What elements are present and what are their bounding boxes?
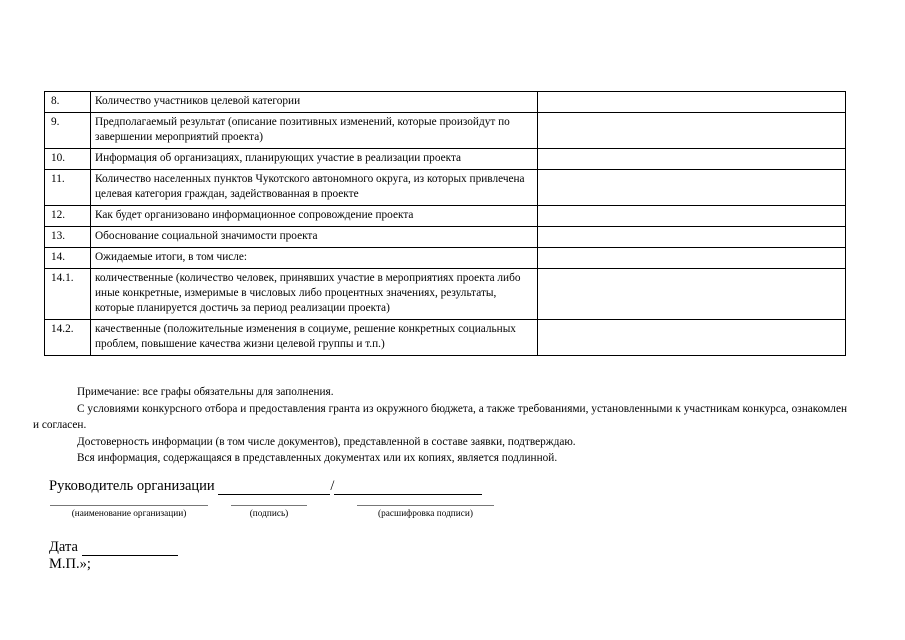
row-description: Предполагаемый результат (описание позитивных изменений, которые произойдут по завершении мероприятий проекта) bbox=[91, 113, 538, 149]
application-form-table bbox=[44, 91, 846, 356]
row-value-cell[interactable] bbox=[538, 92, 846, 113]
caption-signature: (подпись) bbox=[231, 505, 307, 525]
date-field[interactable] bbox=[82, 540, 178, 556]
date-block bbox=[49, 539, 178, 573]
row-value-cell[interactable] bbox=[538, 248, 846, 269]
caption-organization: (наименование организации) bbox=[50, 505, 208, 525]
row-value-cell[interactable] bbox=[538, 269, 846, 320]
row-description: Ожидаемые итоги, в том числе: bbox=[91, 248, 538, 269]
note-authenticity: Вся информация, содержащаяся в представленных документах или их копиях, является подлинной. bbox=[77, 452, 558, 464]
signature-line bbox=[49, 478, 482, 495]
table-row bbox=[45, 248, 846, 269]
signature-separator: / bbox=[330, 478, 335, 494]
signature-decode-field[interactable] bbox=[334, 478, 482, 495]
table-row bbox=[45, 227, 846, 248]
row-number: 14.2. bbox=[45, 320, 91, 356]
date-label: Дата bbox=[49, 539, 78, 555]
row-value-cell[interactable] bbox=[538, 113, 846, 149]
table-row bbox=[45, 269, 846, 320]
row-value-cell[interactable] bbox=[538, 227, 846, 248]
row-description: Информация об организациях, планирующих участие в реализации проекта bbox=[91, 149, 538, 170]
row-number: 10. bbox=[45, 149, 91, 170]
row-description: Обоснование социальной значимости проекта bbox=[91, 227, 538, 248]
caption-decode: (расшифровка подписи) bbox=[357, 505, 494, 525]
table-row bbox=[45, 320, 846, 356]
table-row bbox=[45, 170, 846, 206]
table-row bbox=[45, 206, 846, 227]
stamp-label: М.П.»; bbox=[49, 556, 91, 572]
table-row bbox=[45, 113, 846, 149]
table-row bbox=[45, 92, 846, 113]
head-of-organization-label: Руководитель организации bbox=[49, 478, 215, 494]
notes-block bbox=[33, 384, 847, 467]
row-number: 9. bbox=[45, 113, 91, 149]
table-row bbox=[45, 149, 846, 170]
row-value-cell[interactable] bbox=[538, 320, 846, 356]
row-description: Как будет организовано информационное сопровождение проекта bbox=[91, 206, 538, 227]
row-value-cell[interactable] bbox=[538, 206, 846, 227]
row-value-cell[interactable] bbox=[538, 170, 846, 206]
row-description: количественные (количество человек, принявших участие в мероприятиях проекта либо иные конкретные, измеримые в числовых либо процентных значениях, результаты, которые планируется достичь за период реализации проекта) bbox=[91, 269, 538, 320]
note-required: Примечание: все графы обязательны для заполнения. bbox=[77, 386, 334, 398]
note-conditions: С условиями конкурсного отбора и предоставления гранта из окружного бюджета, а также требованиями, установленными к участникам конкурса, ознакомлен и согласен. bbox=[33, 402, 847, 431]
row-number: 8. bbox=[45, 92, 91, 113]
row-number: 14.1. bbox=[45, 269, 91, 320]
row-description: Количество участников целевой категории bbox=[91, 92, 538, 113]
row-number: 11. bbox=[45, 170, 91, 206]
row-number: 13. bbox=[45, 227, 91, 248]
note-reliability: Достоверность информации (в том числе документов), представленной в составе заявки, подтверждаю. bbox=[77, 435, 576, 448]
row-value-cell[interactable] bbox=[538, 149, 846, 170]
row-description: качественные (положительные изменения в социуме, решение конкретных социальных проблем, повышение качества жизни целевой группы и т.п.) bbox=[91, 320, 538, 356]
row-number: 14. bbox=[45, 248, 91, 269]
row-number: 12. bbox=[45, 206, 91, 227]
signature-field[interactable] bbox=[218, 478, 330, 495]
row-description: Количество населенных пунктов Чукотского автономного округа, из которых привлечена целевая категория граждан, задействованная в проекте bbox=[91, 170, 538, 206]
